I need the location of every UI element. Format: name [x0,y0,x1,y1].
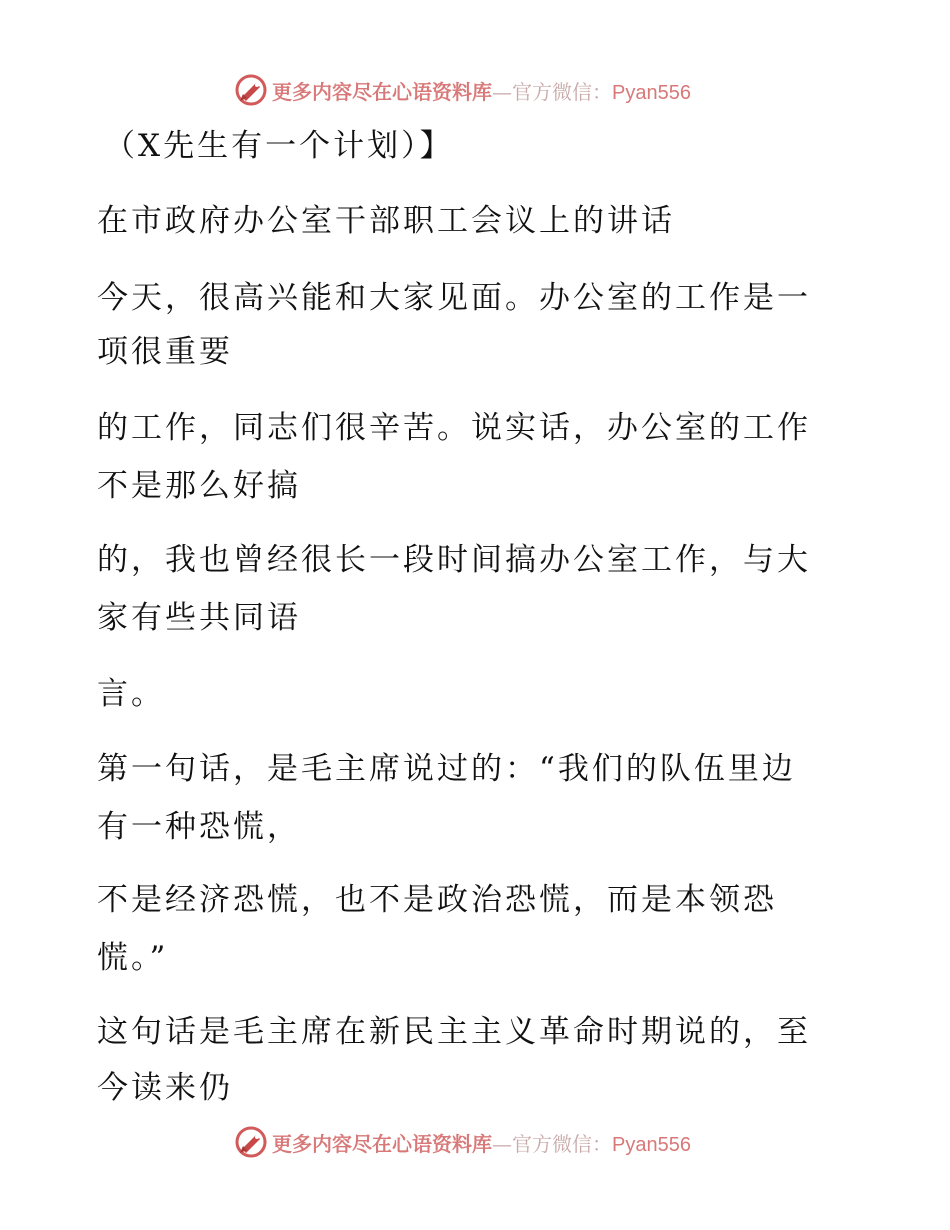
doc-line-9: 言。 [97,676,165,712]
doc-line-13: 慌。” [97,940,169,976]
doc-line-1: （X先生有一个计划）】 [104,128,454,164]
header-watermark [234,70,691,110]
watermark-text-main: 更多内容尽在心语资料库 [272,79,492,104]
watermark-text-main: 更多内容尽在心语资料库 [272,1131,492,1156]
doc-line-4: 项很重要 [97,334,233,370]
watermark-text-id: Pyan556 [612,81,691,104]
doc-line-14: 这句话是毛主席在新民主主义革命时期说的，至 [97,1014,811,1050]
doc-line-11: 有一种恐慌， [97,809,301,845]
footer-watermark [234,1122,691,1162]
doc-line-15: 今读来仍 [97,1070,233,1106]
doc-line-10: 第一句话，是毛主席说过的：“我们的队伍里边 [97,751,796,787]
watermark-text-id: Pyan556 [612,1133,691,1156]
pen-logo-icon [234,1125,268,1159]
doc-line-8: 家有些共同语 [97,600,301,636]
doc-line-2: 在市政府办公室干部职工会议上的讲话 [97,203,675,239]
doc-line-12: 不是经济恐慌，也不是政治恐慌，而是本领恐 [97,882,777,918]
pen-logo-icon [234,73,268,107]
doc-line-6: 不是那么好搞 [97,468,301,504]
watermark-text-wechat: —官方微信： [492,79,612,104]
doc-line-5: 的工作，同志们很辛苦。说实话，办公室的工作 [97,410,811,446]
doc-line-3: 今天，很高兴能和大家见面。办公室的工作是一 [97,280,811,316]
doc-line-7: 的，我也曾经很长一段时间搞办公室工作，与大 [97,542,811,578]
watermark-text-wechat: —官方微信： [492,1131,612,1156]
